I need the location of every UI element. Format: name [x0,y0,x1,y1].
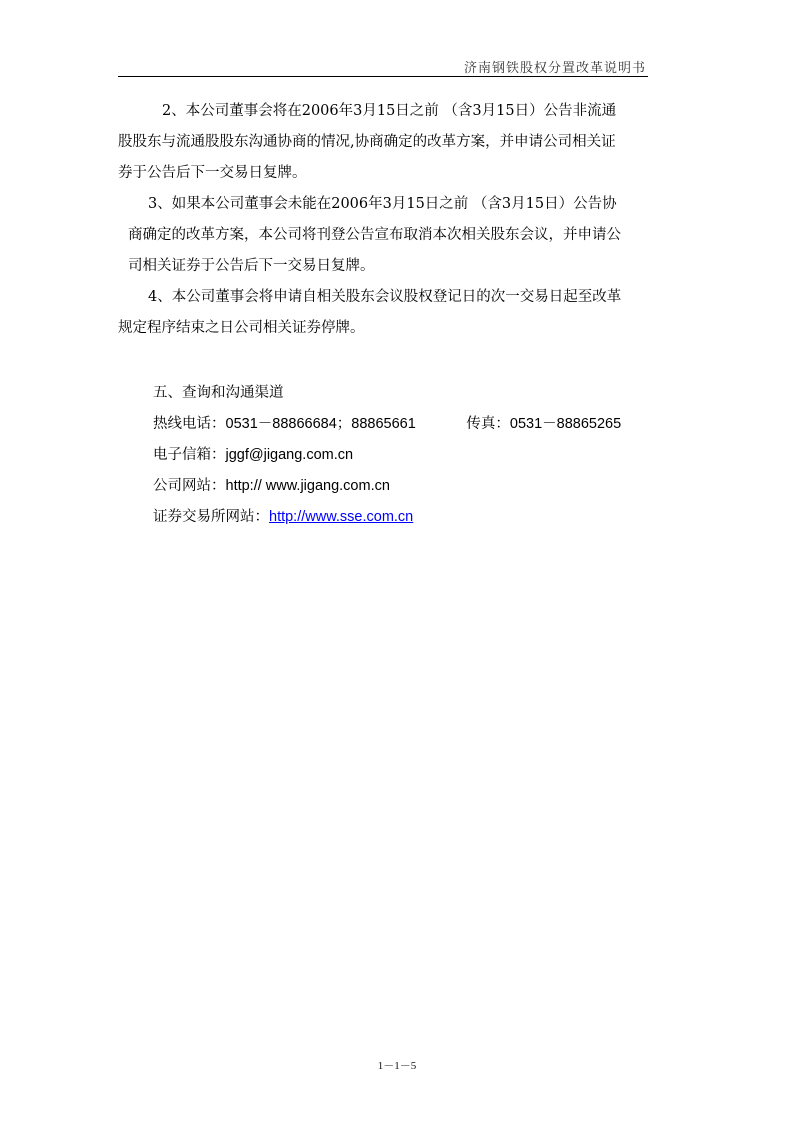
exchange-website-row [153,502,621,533]
hotline-label: 热线电话： [153,416,226,432]
paragraph-line: 2、本公司董事会将在2006年3月15日之前 （含3月15日）公告非流通 [162,103,617,119]
fax-label: 传真： [466,416,510,432]
paragraph-line: 股股东与流通股股东沟通协商的情况,协商确定的改革方案，并申请公司相关证 [118,134,616,150]
paragraph-3 [118,189,676,282]
paragraph-line: 券于公告后下一交易日复牌。 [118,165,307,181]
exchange-website-link[interactable]: http://www.sse.com.cn [269,509,414,525]
contact-heading: 五、查询和沟通渠道 [153,385,284,401]
paragraph-4 [118,282,676,344]
website-row [153,471,621,502]
email-row [153,440,621,471]
paragraph-line: 规定程序结束之日公司相关证券停牌。 [118,320,365,336]
email-value: jggf@jigang.com.cn [225,447,354,463]
hotline-row [153,409,621,440]
fax-value: 0531－88865265 [509,416,622,432]
website-value: http:// www.jigang.com.cn [225,478,390,494]
website-label: 公司网站： [153,478,226,494]
paragraph-line: 商确定的改革方案，本公司将刊登公告宣布取消本次相关股东会议，并申请公 [128,227,621,243]
paragraph-line: 4、本公司董事会将申请自相关股东会议股权登记日的次一交易日起至改革 [148,289,622,305]
document-body [118,96,676,344]
hotline-value: 0531－88866684；88865661 [225,416,416,432]
exchange-website-label: 证券交易所网站： [153,509,269,525]
email-label: 电子信箱： [153,447,226,463]
paragraph-line: 3、如果本公司董事会未能在2006年3月15日之前 （含3月15日）公告协 [148,196,617,212]
paragraph-2 [118,96,676,189]
document-header-title: 济南钢铁股权分置改革说明书 [463,61,646,76]
page-number: 1－1－5 [377,1060,417,1072]
fax-group [466,409,621,440]
paragraph-line: 司相关证券于公告后下一交易日复牌。 [128,258,375,274]
contact-section [153,378,621,533]
header-divider [118,76,648,77]
